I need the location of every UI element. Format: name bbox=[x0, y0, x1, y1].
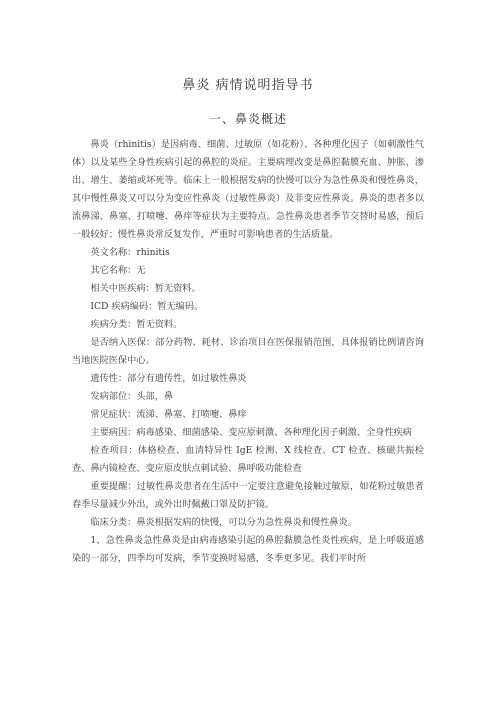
symptoms-line: 常见症状：流涕、鼻塞、打喷嚏、鼻痒 bbox=[90, 409, 247, 420]
tcm-disease-line: 相关中医疾病：暂无资料。 bbox=[90, 283, 201, 294]
exams-paragraph: 检查项目：体格检查、血清特异性 IgE 检测、X 线检查、CT 检查、核磁共振检查、鼻内镜检查、变应原皮肤点刺试验、鼻呼吸功能检查 bbox=[72, 445, 424, 474]
heredity-line: 遗传性：部分有遗传性，如过敏性鼻炎 bbox=[90, 373, 247, 384]
section-heading: 一、鼻炎概述 bbox=[208, 112, 287, 126]
document-title: 鼻炎 病情说明指导书 bbox=[182, 78, 314, 93]
disease-category-line: 疾病分类：暂无资料。 bbox=[90, 319, 183, 330]
body-part-line: 发病部位：头部，鼻 bbox=[90, 391, 174, 402]
icd-code-line: ICD 疾病编码：暂无编码。 bbox=[90, 301, 204, 312]
acute-rhinitis-paragraph: 1、急性鼻炎急性鼻炎是由病毒感染引起的鼻腔黏膜急性炎性疾病，是上呼吸道感染的一部分，四季均可发病，季节变换时易感，冬季更多见。我们平时所 bbox=[72, 535, 424, 564]
insurance-paragraph: 是否纳入医保：部分药物、耗材、诊治项目在医保报销范围，具体报销比例请咨询当地医院医保中心。 bbox=[72, 337, 424, 366]
document-body bbox=[72, 136, 424, 568]
intro-paragraph: 鼻炎（rhinitis）是因病毒、细菌、过敏原（如花粉）、各种理化因子（如刺激性气体）以及某些全身性疾病引起的鼻腔的炎症。主要病理改变是鼻腔黏膜充血、肿胀、渗出、增生、萎缩或坏死等。临床上一般根据发病的快慢可以分为急性鼻炎和慢性鼻炎，其中慢性鼻炎又可以分为变应性鼻炎（过敏性鼻炎）及非变应性鼻炎。鼻炎的患者多以流鼻涕、鼻塞、打喷嚏、鼻痒等症状为主要特点。急性鼻炎患者季节交替时易感，预后一般较好；慢性鼻炎常反复发作，严重时可影响患者的生活质量。 bbox=[72, 139, 424, 240]
english-name-line: 英文名称：rhinitis bbox=[90, 247, 170, 258]
causes-paragraph: 主要病因：病毒感染、细菌感染、变应原刺激、各种理化因子刺激、全身性疾病 bbox=[90, 427, 412, 438]
reminder-paragraph: 重要提醒：过敏性鼻炎患者在生活中一定要注意避免接触过敏原，如花粉过敏患者春季尽量减少外出，或外出时佩戴口罩及防护镜。 bbox=[72, 481, 424, 510]
other-name-line: 其它名称：无 bbox=[90, 265, 146, 276]
classification-line: 临床分类：鼻炎根据发病的快慢，可以分为急性鼻炎和慢性鼻炎。 bbox=[90, 517, 357, 528]
